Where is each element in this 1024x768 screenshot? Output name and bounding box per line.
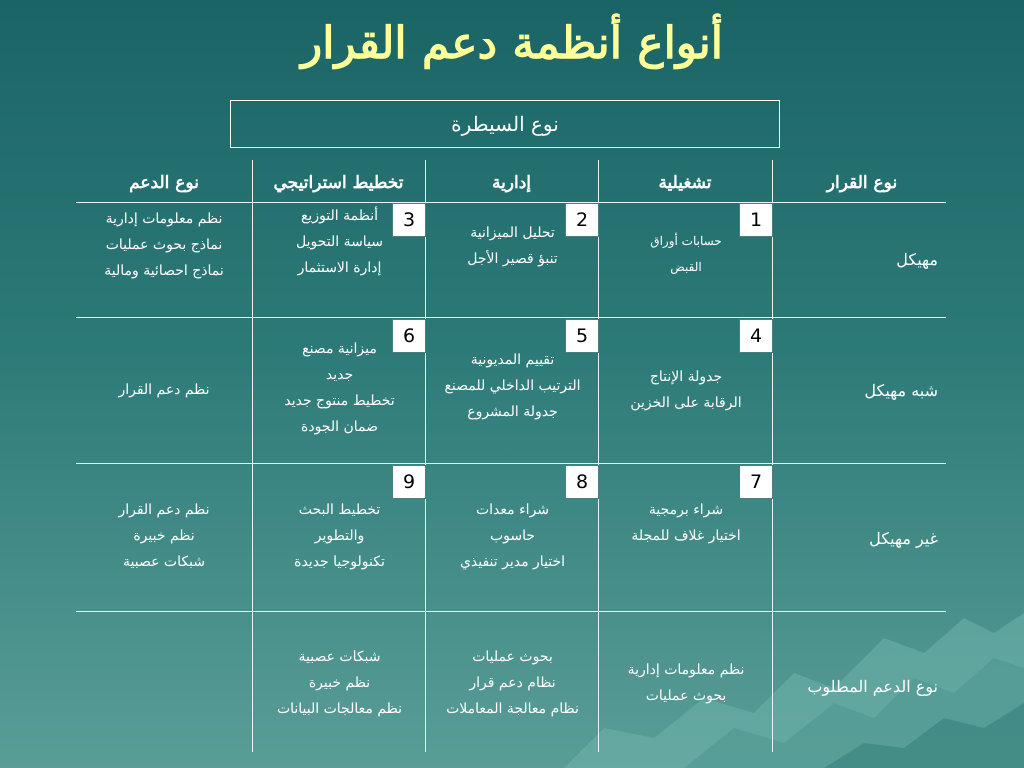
cell-number: 4 bbox=[739, 319, 773, 353]
cell-line: شبكات عصبية bbox=[122, 554, 206, 570]
header-strategic: تخطيط استراتيجي bbox=[273, 173, 404, 193]
cell-line: نظام دعم قرار bbox=[469, 675, 556, 691]
cell-line: نظم دعم القرار bbox=[118, 502, 210, 518]
cell-4 bbox=[600, 364, 772, 416]
cell-line: سياسة التحويل bbox=[295, 234, 384, 250]
cell-5 bbox=[427, 347, 598, 425]
cell-line: تكنولوجيا جديدة bbox=[294, 554, 385, 570]
cell-line: بحوث عمليات bbox=[472, 649, 553, 665]
cell-line: إدارة الاستثمار bbox=[297, 260, 382, 276]
cell-line: نظم معالجات البيانات bbox=[276, 701, 403, 717]
cell-number: 5 bbox=[565, 319, 599, 353]
cell-line: حاسوب bbox=[489, 528, 536, 544]
cell-number: 7 bbox=[739, 465, 773, 499]
cell-line: ميزانية مصنع bbox=[302, 341, 377, 357]
grid-line bbox=[76, 202, 946, 203]
control-type-box: نوع السيطرة bbox=[230, 100, 780, 148]
cell-line: شراء برمجية bbox=[648, 502, 724, 518]
cell-line: اختيار غلاف للمجلة bbox=[631, 528, 741, 544]
cell-7 bbox=[600, 497, 772, 549]
grid-line bbox=[76, 317, 946, 318]
cell-8 bbox=[427, 497, 598, 575]
cell-2 bbox=[427, 220, 598, 272]
cell-line: اختيار مدير تنفيذي bbox=[459, 554, 566, 570]
cell-line: جدولة المشروع bbox=[467, 404, 558, 420]
cell-line: نماذج بحوث عمليات bbox=[105, 237, 223, 253]
cell-line: شراء معدات bbox=[475, 502, 550, 518]
required-operational bbox=[600, 657, 772, 709]
cell-line: بحوث عمليات bbox=[645, 688, 727, 704]
cell-line: تخطيط البحث bbox=[298, 502, 381, 518]
cell-line: القبض bbox=[670, 260, 702, 274]
cell-line: نظام معالجة المعاملات bbox=[446, 701, 579, 717]
cell-6 bbox=[254, 336, 425, 440]
grid-line bbox=[598, 160, 599, 752]
cell-number: 3 bbox=[392, 203, 426, 237]
cell-line: نظم خبيرة bbox=[308, 675, 371, 691]
header-managerial: إدارية bbox=[491, 173, 532, 193]
cell-line: تخطيط منتوج جديد bbox=[284, 393, 395, 409]
cell-number: 8 bbox=[565, 465, 599, 499]
cell-line: حسابات أوراق bbox=[650, 234, 722, 248]
grid-line bbox=[252, 160, 253, 752]
support-2 bbox=[76, 377, 252, 403]
page-title: أنواع أنظمة دعم القرار bbox=[301, 18, 723, 69]
required-strategic bbox=[254, 644, 425, 722]
cell-line: جديد bbox=[325, 367, 354, 383]
header-support-type: نوع الدعم bbox=[129, 173, 199, 193]
header-operational: تشغيلية bbox=[658, 173, 712, 193]
cell-number: 6 bbox=[392, 319, 426, 353]
cell-3 bbox=[254, 203, 425, 281]
cell-line: تقييم المديونية bbox=[470, 352, 555, 368]
grid-line bbox=[425, 160, 426, 752]
header-decision-type: نوع القرار bbox=[826, 173, 898, 193]
row-label-unstructured: غير مهيكل bbox=[869, 529, 938, 548]
cell-line: تنبؤ قصير الأجل bbox=[467, 251, 558, 267]
cell-line: جدولة الإنتاج bbox=[649, 369, 723, 385]
support-1 bbox=[76, 206, 252, 284]
cell-line: الترتيب الداخلي للمصنع bbox=[444, 378, 581, 394]
grid-line bbox=[76, 463, 946, 464]
cell-line: نظم دعم القرار bbox=[118, 382, 210, 398]
cell-line: نظم معلومات إدارية bbox=[627, 662, 745, 678]
grid-line bbox=[772, 160, 773, 752]
cell-line: نماذج احصائية ومالية bbox=[104, 263, 224, 279]
support-3 bbox=[76, 497, 252, 575]
cell-line: شبكات عصبية bbox=[298, 649, 381, 665]
cell-number: 2 bbox=[565, 203, 599, 237]
cell-1 bbox=[600, 228, 772, 280]
cell-9 bbox=[254, 497, 425, 575]
row-label-semi-structured: شبه مهيكل bbox=[864, 381, 938, 400]
cell-line: أنظمة التوزيع bbox=[300, 208, 379, 224]
cell-line: تحليل الميزانية bbox=[470, 225, 555, 241]
cell-number: 1 bbox=[739, 203, 773, 237]
cell-line: نظم معلومات إدارية bbox=[105, 211, 223, 227]
cell-line: ضمان الجودة bbox=[301, 419, 378, 435]
row-label-structured: مهيكل bbox=[896, 250, 938, 269]
cell-number: 9 bbox=[392, 465, 426, 499]
cell-line: الرقابة على الخزين bbox=[630, 395, 742, 411]
row-label-required-support: نوع الدعم المطلوب bbox=[807, 677, 938, 696]
cell-line: نظم خبيرة bbox=[133, 528, 195, 544]
cell-line: والتطوير bbox=[314, 528, 365, 544]
required-managerial bbox=[427, 644, 598, 722]
grid-line bbox=[76, 611, 946, 612]
